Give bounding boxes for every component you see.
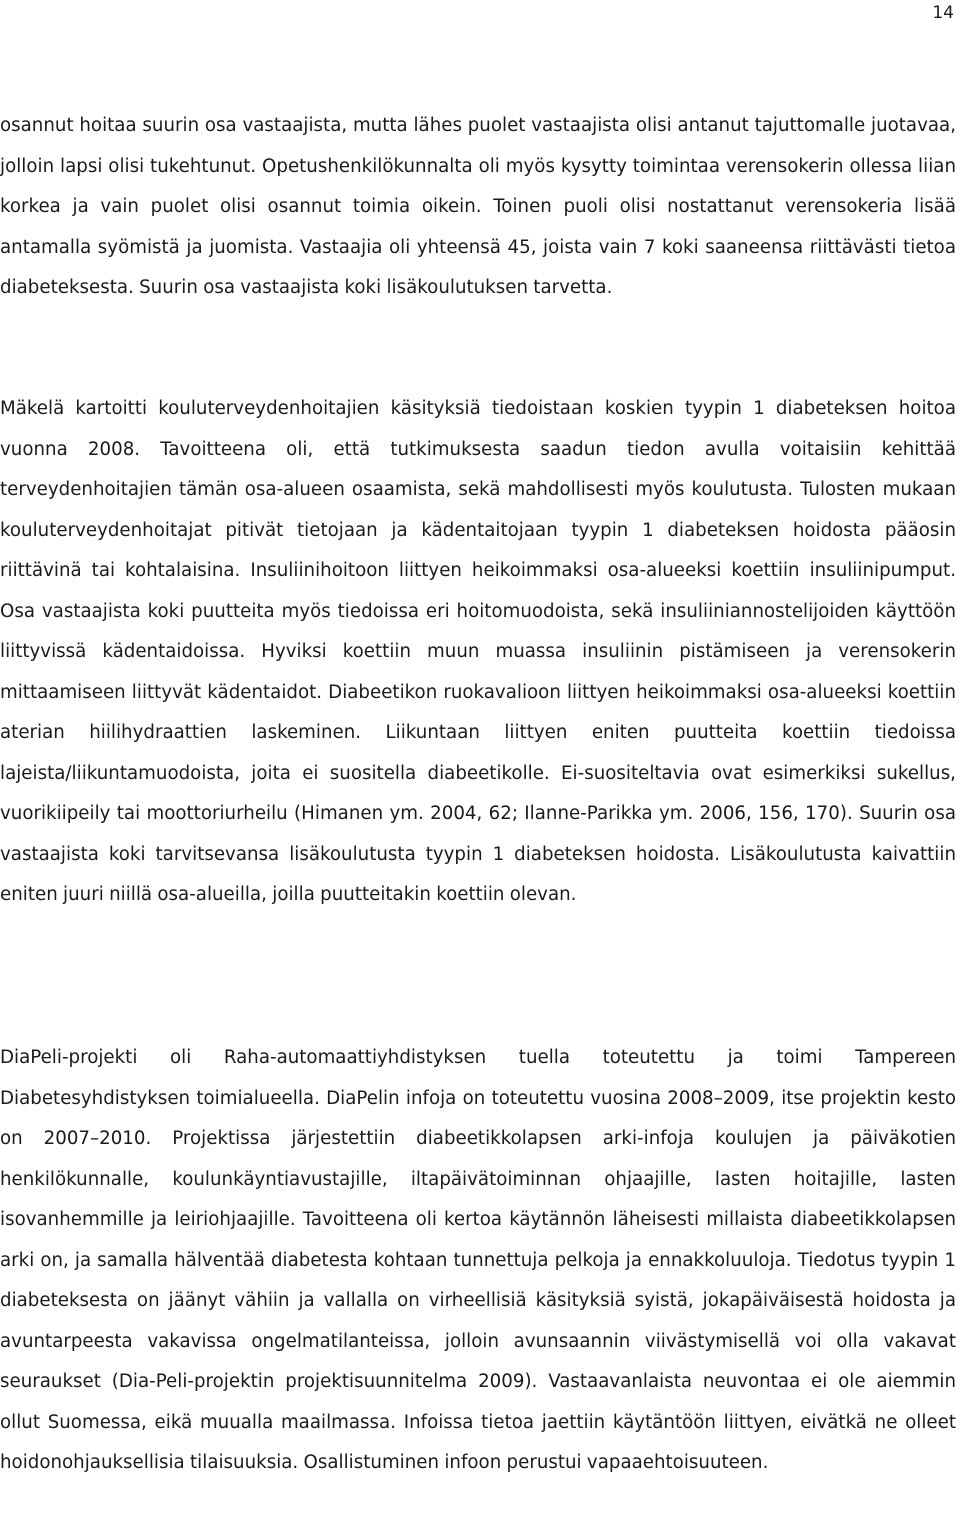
paragraph-first-aid-survey: osannut hoitaa suurin osa vastaajista, mutta lähes puolet vastaajista olisi antanut tajuttomalle juotavaa, jolloin lapsi olisi tukehtunut. Opetushenkilökunnalta oli myös kysytty toimintaa verensokerin ollessa liian korkea ja vain puolet olisi osannut toimia oikein. Toinen puoli olisi nostattanut verensokeria lisää antamalla syömistä ja juomista. Vastaajia oli yhteensä 45, joista vain 7 koki saaneensa riittävästi tietoa diabeteksesta. Suurin osa vastaajista koki lisäkoulutuksen tarvetta. [0, 115, 956, 298]
paragraph-makela-study: Mäkelä kartoitti kouluterveydenhoitajien käsityksiä tiedoistaan koskien tyypin 1 diabeteksen hoitoa vuonna 2008. Tavoitteena oli, että tutkimuksesta saadun tiedon avulla voitaisiin kehittää terveydenhoitajien tämän osa-alueen osaamista, sekä mahdollisesti myös koulutusta. Tulosten mukaan kouluterveydenhoitajat pitivät tietojaan ja kädentaitojaan tyypin 1 diabeteksen hoidosta pääosin riittävinä tai kohtalaisina. Insuliinihoitoon liittyen heikoimmaksi osa-alueeksi koettiin insuliinipumput. Osa vastaajista koki puutteita myös tiedoissa eri hoitomuodoista, sekä insuliiniannostelijoiden käyttöön liittyvissä kädentaidoissa. Hyviksi koettiin muun muassa insuliinin pistämiseen ja verensokerin mittaamiseen liittyvät kädentaidot. Diabeetikon ruokavalioon liittyen heikoimmaksi osa-alueeksi koettiin aterian hiilihydraattien laskeminen. Liikuntaan liittyen eniten puutteita koettiin tiedoissa lajeista/liikuntamuodoista, joita ei suositella diabeetikolle. Ei-suositeltavia ovat esimerkiksi sukellus, vuorikiipeily tai moottoriurheilu (Himanen ym. 2004, 62; Ilanne-Parikka ym. 2006, 156, 170). Suurin osa vastaajista koki tarvitsevansa lisäkoulutusta tyypin 1 diabeteksen hoidosta. Lisäkoulutusta kaivattiin eniten juuri niillä osa-alueilla, joilla puutteitakin koettiin olevan. [0, 398, 956, 905]
paragraph-diapeli-project: DiaPeli-projekti oli Raha-automaattiyhdistyksen tuella toteutettu ja toimi Tampereen Diabetesyhdistyksen toimialueella. DiaPelin infoja on toteutettu vuosina 2008–2009, itse projektin kesto on 2007–2010. Projektissa järjestettiin diabeetikkolapsen arki-infoja koulujen ja päiväkotien henkilökunnalle, koulunkäyntiavustajille, iltapäivätoiminnan ohjaajille, lasten hoitajille, lasten isovanhemmille ja leiriohjaajille. Tavoitteena oli kertoa käytännön läheisesti millaista diabeetikkolapsen arki on, ja samalla hälventää diabetesta kohtaan tunnettuja pelkoja ja ennakkoluuloja. Tiedotus tyypin 1 diabeteksesta on jäänyt vähiin ja vallalla on virheellisiä käsityksiä syistä, jokapäiväisestä hoidosta ja avuntarpeesta vakavissa ongelmatilanteissa, jolloin avunsaannin viivästymisellä voi olla vakavat seuraukset (Dia-Peli-projektin projektisuunnitelma 2009). Vastaavanlaista neuvontaa ei ole aiemmin ollut Suomessa, eikä muualla maailmassa. Infoissa tietoa jaettiin käytäntöön liittyen, eivätkä ne olleet hoidonohjauksellisia tilaisuuksia. Osallistuminen infoon perustui vapaaehtoisuuteen. [0, 1047, 956, 1473]
page-number: 14 [932, 3, 954, 23]
